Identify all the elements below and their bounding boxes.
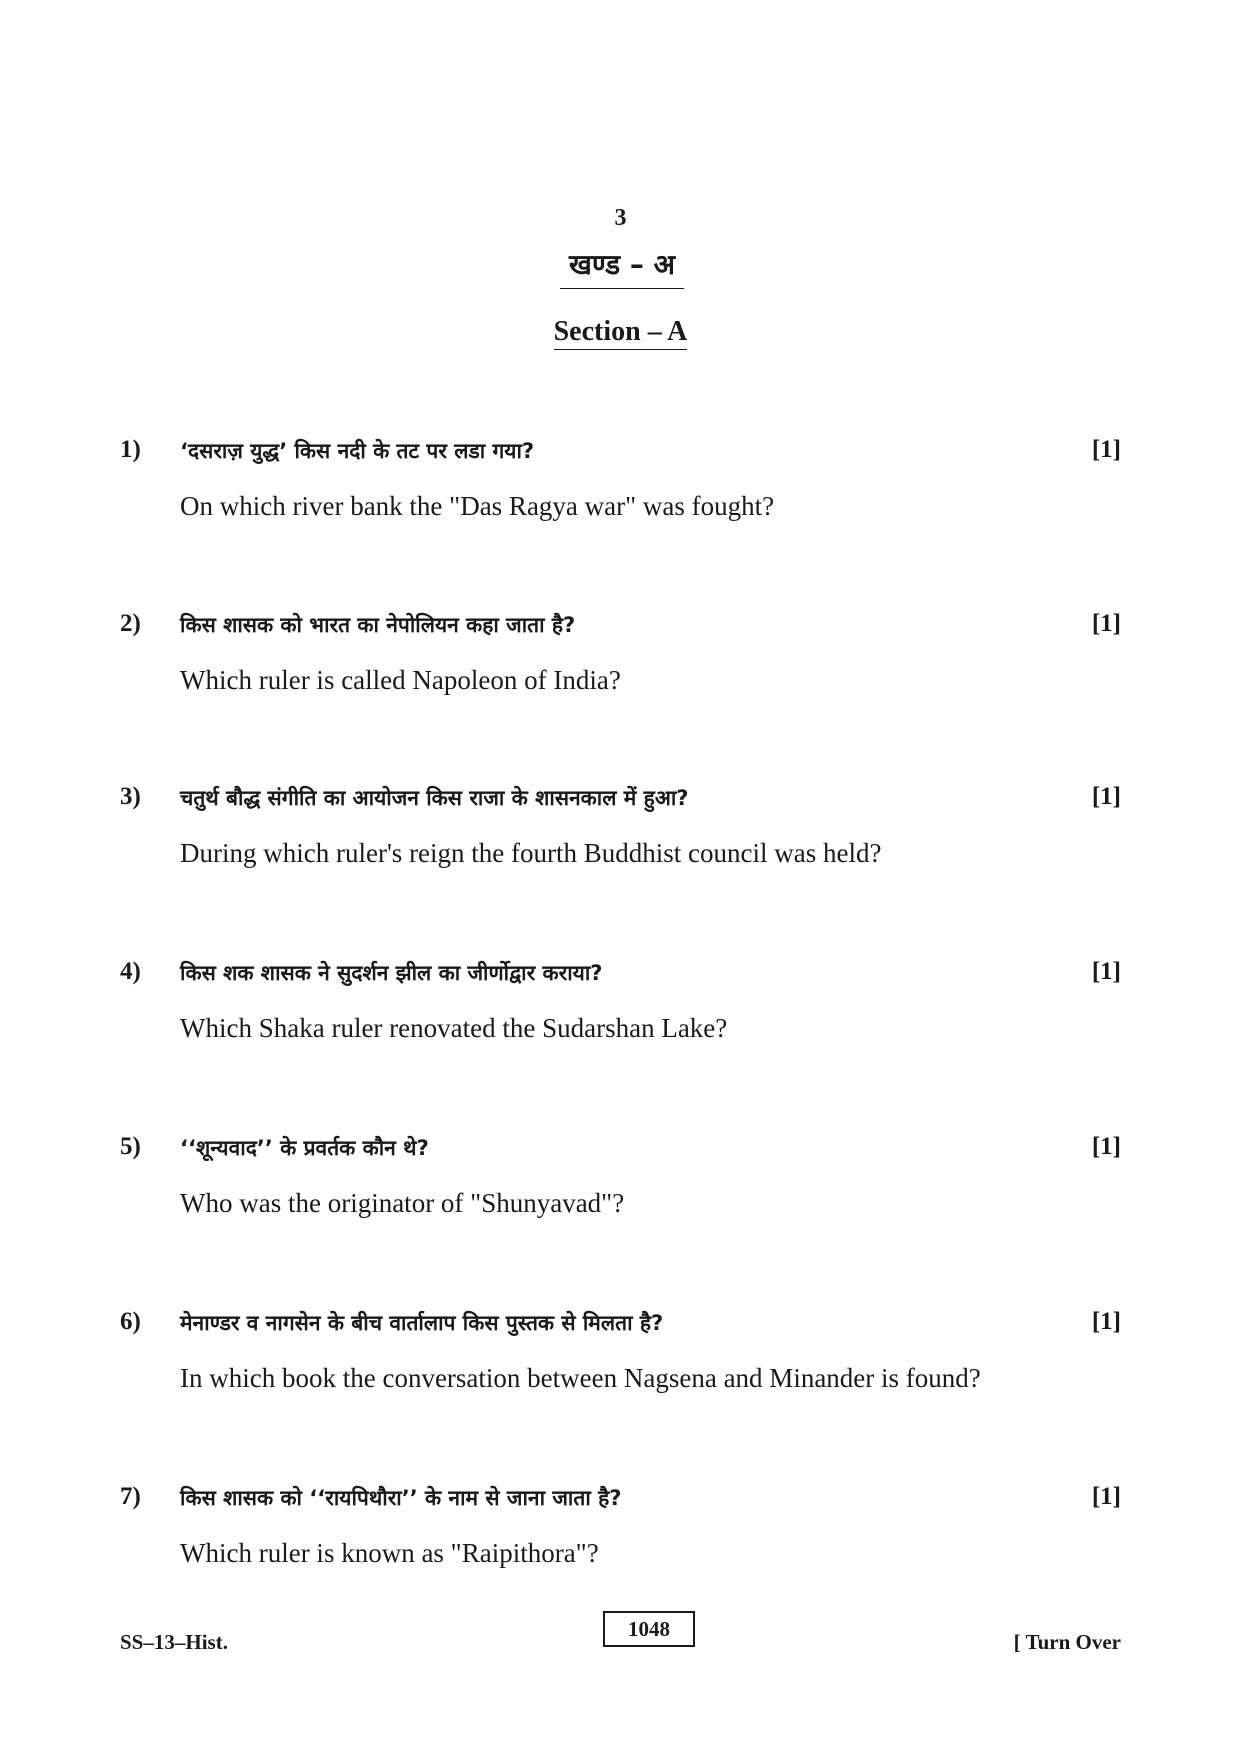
question-hindi-text: किस शक शासक ने सुदर्शन झील का जीर्णोद्वार कराया? [180, 961, 603, 985]
question-marks: [1] [1091, 1133, 1121, 1160]
question-hindi-text: मेनाण्डर व नागसेन के बीच वार्तालाप किस पुस्तक से मिलता है? [180, 1311, 664, 1335]
footer-page-code: 1048 [603, 1611, 695, 1647]
section-title-english [0, 314, 1241, 350]
question-marks: [1] [1091, 1308, 1121, 1335]
page-number: 3 [614, 205, 627, 231]
question-number: 1) [120, 436, 141, 463]
question-marks: [1] [1091, 436, 1121, 463]
question-english-text: During which ruler's reign the fourth Buddhist council was held? [180, 838, 882, 868]
question-english-text: Which Shaka ruler renovated the Sudarshan Lake? [180, 1013, 728, 1043]
footer-turn-over: [ Turn Over [1013, 1630, 1121, 1654]
question-number: 4) [120, 958, 141, 985]
question-hindi-text: चतुर्थ बौद्ध संगीति का आयोजन किस राजा के शासनकाल में हुआ? [180, 786, 689, 810]
question-2 [0, 606, 1241, 726]
question-hindi-text: ‘दसराज़ युद्ध’ किस नदी के तट पर लडा गया? [180, 439, 535, 463]
question-english-text: Who was the originator of "Shunyavad"? [180, 1188, 625, 1218]
question-hindi-text: ‘‘शून्यवाद’’ के प्रवर्तक कौन थे? [180, 1136, 429, 1160]
question-marks: [1] [1091, 610, 1121, 637]
question-number: 3) [120, 783, 141, 810]
question-number: 2) [120, 610, 141, 637]
question-7 [0, 1479, 1241, 1599]
question-marks: [1] [1091, 1483, 1121, 1510]
question-3 [0, 779, 1241, 899]
footer-paper-code: SS–13–Hist. [120, 1630, 228, 1654]
question-6 [0, 1304, 1241, 1424]
question-4 [0, 954, 1241, 1074]
section-title-hindi: खण्ड – अ [560, 248, 684, 289]
question-marks: [1] [1091, 958, 1121, 985]
question-english-text: Which ruler is called Napoleon of India? [180, 665, 621, 695]
question-marks: [1] [1091, 783, 1121, 810]
question-number: 7) [120, 1483, 141, 1510]
question-english-text: On which river bank the "Das Ragya war" was fought? [180, 491, 775, 521]
question-5 [0, 1129, 1241, 1249]
question-hindi-text: किस शासक को ‘‘रायपिथौरा’’ के नाम से जाना जाता है? [180, 1486, 622, 1510]
question-english-text: In which book the conversation between Nagsena and Minander is found? [180, 1363, 981, 1393]
section-title-english-text: Section – A [554, 316, 688, 350]
question-number: 6) [120, 1308, 141, 1335]
question-hindi-text: किस शासक को भारत का नेपोलियन कहा जाता है? [180, 613, 576, 637]
question-english-text: Which ruler is known as "Raipithora"? [180, 1538, 599, 1568]
question-1 [0, 432, 1241, 552]
question-number: 5) [120, 1133, 141, 1160]
